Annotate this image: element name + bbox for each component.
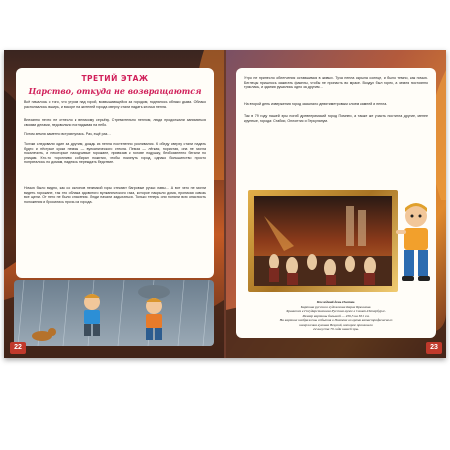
- caption-line: Хранится в Государственном Русском музее в Санкт-Петербурге.: [286, 309, 386, 313]
- section-title: ТРЕТИЙ ЭТАЖ: [81, 74, 149, 83]
- right-page: [226, 50, 446, 358]
- paragraph-6: Утро не принесло облегчения оставшимся в живых. Туча пепла скрыла солнце, и было темно, как ночью. Беглецы пришлось зажигать факелы, чтобы не пропасть во мраке. Воздух был горек, а земля постоянно тряслась, и здания рушились одно за другим…: [244, 76, 428, 90]
- book-spread: [4, 50, 446, 358]
- text-panel-left: [16, 68, 214, 278]
- caption-line: Картина русского художника Карла Брюллова.: [300, 304, 372, 309]
- paragraph-7: На второй день извержения город засыпало девятиметровым слоем камней и пепла.: [244, 102, 388, 106]
- painting-caption: [240, 300, 432, 332]
- paragraph-1: Всё началось с того, что утром над горой, возвышающейся за городом, поднялось облако дыма. Облако расползалось вширь, и вскоре на жителей города сверху стали падать клочья пепла.: [24, 100, 206, 109]
- left-page: [4, 50, 224, 358]
- section-subtitle: Царство, откуда не возвращаются: [28, 86, 202, 96]
- last-day-of-pompeii-painting: [254, 196, 392, 286]
- paragraph-4: Толчки следовали один за другим, дождь из пепла постепенно усиливался. К обеду сверху стали падать будто и пёстрые куски пемзы — вулканического стекла. Пемза — лёгкая, пористая, она не могла покалечить, и некоторые находчивые горожане, привязав к голове подушку, безбоязненно бегали по улицам. Кто-то торопливо собирал пожитки, чтобы покинуть город, однако большинство просто попряталось по домам, надеясь переждать бедствие.: [24, 142, 206, 165]
- page-number-left: 22: [10, 342, 26, 354]
- child-pointing-illustration: [394, 200, 438, 292]
- caption-line: На картине изображены события в Помпеях во время катастрофического: [279, 318, 393, 322]
- paragraph-8: Так в 79 году нашей эры погиб древнеримский город Помпеи, а также же участь постигла другие, менее крупные, города: Стабии, Оплонтис и Геркуланум.: [244, 114, 428, 123]
- painting-frame: [248, 190, 398, 292]
- kids-in-storm-illustration: [14, 280, 214, 346]
- caption-line: извержения вулкана Везувий, которое произошло: [299, 322, 373, 327]
- caption-title: Последний день Помпеи.: [316, 300, 356, 304]
- paragraph-2: Внезапно нечто не отнесло к великому серьёзу. Стремительно пеплом, люди продолжали заниматься своими делами, недовольно поглядывая на небо.: [24, 118, 206, 127]
- caption-line: 24 августа 79 года нашей эры.: [313, 327, 359, 331]
- caption-line: Размер картины большой — 456,5 на 651 см.: [302, 313, 370, 318]
- page-number-right: 23: [426, 342, 442, 354]
- paragraph-5: Ночью было видно, как со склонов неземкой горы стекают багровые ручьи лавы… А вот чего не могли видеть горожане, так это облака ядовитого вулканического газа, которое накрыло дома, проникая сквозь все щели. От него не было спасения. Люди начали задыхаться. Только теперь они поняли всю опасность положения и бросились прочь из города.: [24, 186, 206, 204]
- paragraph-3: Потом земля заметно встряхнулась. Раз, ещё раз…: [24, 132, 111, 136]
